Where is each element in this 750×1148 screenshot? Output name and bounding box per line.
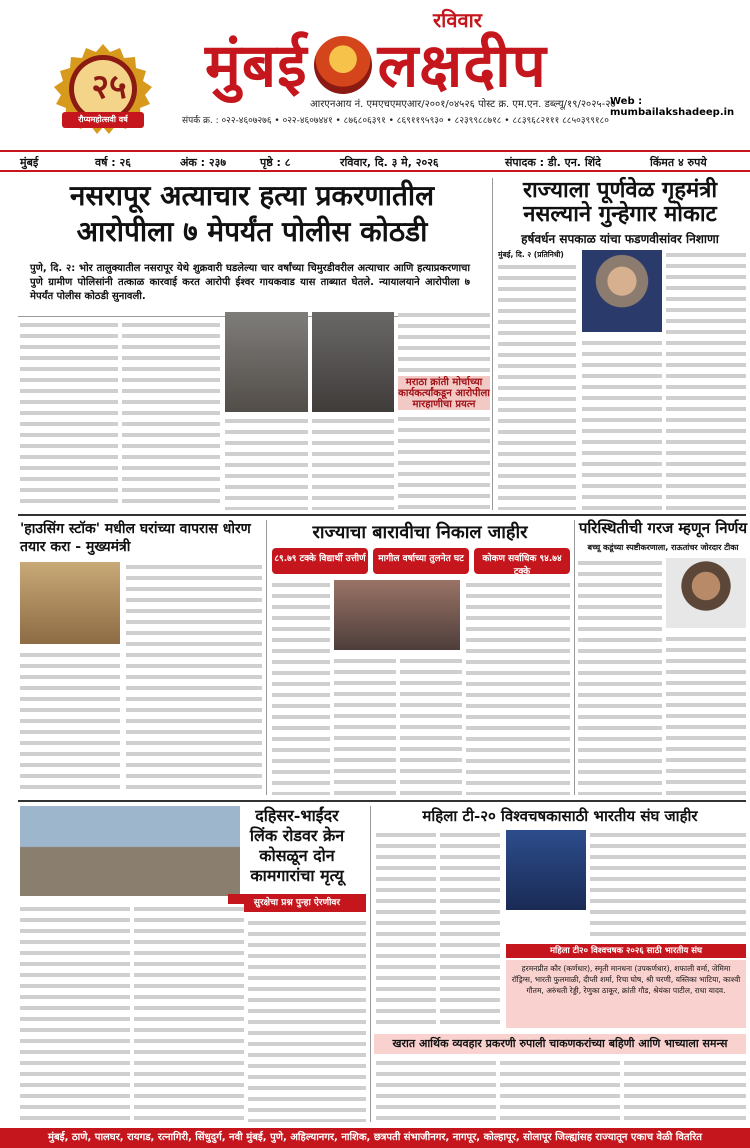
website-label: Web : mumbailakshadeep.in	[610, 96, 735, 118]
story5-subhead: बच्चू कडूंच्या स्पष्टीकरणाला, राऊतांचर जोरदार टीका	[587, 543, 739, 552]
team-box-title: महिला टी२० विश्वचषक २०२६ साठी भारतीय संघ	[506, 944, 746, 958]
story2-subhead: हर्षवर्धन सपकाळ यांचा फडणवीसांवर निशाणा	[521, 232, 719, 246]
story1-column-1	[20, 320, 118, 510]
story6-headline-line3: कोसळून दोन	[259, 846, 335, 865]
editor: संपादक : डी. एन. शिंदे	[505, 156, 601, 169]
story5-photo-portrait	[666, 558, 746, 628]
emblem-number: २५	[91, 67, 127, 107]
story1-inset-headline: मराठा क्रांती मोर्चाच्या कार्यकर्त्यांकडून आरोपीला मारहाणीचा प्रयत्न	[398, 377, 490, 410]
story5-column-2	[666, 634, 746, 795]
story6-photo-crane	[20, 806, 240, 896]
story2-column-2	[582, 338, 662, 510]
story4-column-4	[466, 580, 570, 795]
story7-photo-cricket	[506, 830, 586, 910]
story2-headline-line1: राज्याला पूर्णवेळ गृहमंत्री	[522, 177, 718, 203]
story1-column-4	[312, 416, 394, 510]
story4-column-1	[272, 580, 330, 795]
section-divider	[18, 514, 746, 516]
story3-headline: 'हाउसिंग स्टॉक' मधील घरांच्या वापरास धोरण तयार करा - मुख्यमंत्री	[20, 521, 251, 555]
masthead	[0, 0, 750, 152]
story6-tag: सुरक्षेचा प्रश्न पुन्हा ऐरणीवर	[228, 894, 366, 912]
story2-photo-politician	[582, 250, 662, 332]
city: मुंबई	[20, 156, 39, 169]
year: वर्ष : २६	[95, 156, 131, 169]
story7-column-1	[376, 830, 436, 1030]
story6-headline	[228, 806, 366, 886]
newspaper-title	[205, 22, 547, 104]
story1-headline-line2: आरोपीला ७ मेपर्यंत पोलीस कोठडी	[76, 215, 428, 248]
story1-column-3	[225, 416, 308, 510]
result-pill-konkan: कोकण सर्वाधिक ९४.७४ टक्के	[474, 548, 570, 574]
story6-headline-line4: कामगारांचा मृत्यू	[250, 866, 344, 885]
story4-column-3	[400, 656, 462, 795]
story5-column-1	[578, 558, 662, 795]
story3-column-2	[126, 562, 262, 795]
story6-column-1	[20, 904, 130, 1122]
story1-headline-line1: नसरापूर अत्याचार हत्या प्रकरणातील	[69, 179, 435, 212]
title-left: मुंबई	[205, 31, 308, 101]
story2-headline	[495, 178, 745, 226]
story7-column-3	[590, 830, 746, 940]
story2-dateline: मुंबई, दि. २ (प्रतिनिधी)	[498, 250, 564, 259]
story3-column-1	[20, 650, 120, 795]
story1-column-5	[398, 310, 490, 372]
story4-photo-students	[334, 580, 460, 650]
pages: पृष्ठे : ८	[260, 156, 291, 169]
story3-photo-meeting	[20, 562, 120, 644]
story6-column-2	[134, 904, 244, 1122]
result-pill-decline: मागील वर्षाच्या तुलनेत घट	[373, 548, 469, 574]
story1-headline	[18, 178, 486, 250]
story1-photo-protest	[312, 312, 394, 412]
price: किंमत ४ रुपये	[650, 156, 707, 169]
story4-column-2	[334, 656, 396, 795]
story5-headline: परिस्थितीची गरज म्हणून निर्णय	[578, 519, 748, 537]
story6-headline-line1: दहिसर-भाईंदर	[255, 806, 339, 825]
story2-column-1	[498, 262, 576, 510]
column-divider	[574, 520, 575, 795]
distribution-footer: मुंबई, ठाणे, पालघर, रायगड, रत्नागिरी, सिंधुदुर्ग, नवी मुंबई, पुणे, अहिल्यानगर, नाशिक, छत्रपती संभाजीनगर, नागपूर, कोल्हापूर, सोलापूर जिल्ह्यांसह राज्यातून एकाच वेळी वितरित	[0, 1128, 750, 1148]
story1-inset-text	[398, 414, 490, 510]
issue: अंक : २३७	[180, 156, 227, 169]
story8-headline: खरात आर्थिक व्यवहार प्रकरणी रुपाली चाकणकरांच्या बहिणी आणि भाच्याला समन्स	[374, 1034, 746, 1054]
team-box-text: हरमनप्रीत कौर (कर्णधार), स्मृती मानधना (उपकर्णधार), शफाली वर्मा, जेमिमा रॉड्रिग्स, भारती फुलमाळी, दीप्ती शर्मा, रिचा घोष, श्री चरणी, यस्तिका भाटिया, काश्वी गौतम, अरुंधती रेड्डी, रेणुका ठाकूर, क्रांती गौड, श्रेयंका पाटील, राधा यादव.	[506, 960, 746, 1028]
story6-column-3	[248, 918, 366, 1122]
section-divider	[18, 800, 746, 802]
day-tag: रविवार	[433, 8, 482, 32]
contact-numbers: संपर्क क्र. : ०२२-४६०७२७६ • ०२२-४६०७४४१ • ८७६८०६३९१ • ८६९११९५९३० • ८२३९९८८७१८ • ८८३९६८२१११ ८८५०३९९१८०	[182, 116, 609, 126]
story7-headline: महिला टी-२० विश्वचषकासाठी भारतीय संघ जाहीर	[422, 807, 698, 825]
story1-lead: पुणे, दि. २: भोर तालुक्यातील नसरापूर येथे शुक्रवारी घडलेल्या चार वर्षांच्या चिमुरडीवरील अत्याचार आणि हत्याप्रकरणाचा पुणे ग्रामीण पोलिसांनी तत्काळ कारवाई करत आरोपी ईश्वर गायकवाड यास ताब्यात घेतले. न्यायालयाने आरोपीला ७ मेपर्यंत पोलीस कोठडी सुनावली.	[30, 263, 470, 302]
story7-column-2	[440, 830, 500, 1030]
story1-photo-crowd	[225, 312, 308, 412]
story4-headline: राज्याचा बारावीचा निकाल जाहीर	[312, 522, 528, 543]
story2-headline-line2: नसल्याने गुन्हेगार मोकाट	[523, 201, 717, 227]
title-right: लक्षदीप	[377, 31, 547, 101]
story8-column-3	[624, 1058, 746, 1122]
date: रविवार, दि. ३ मे, २०२६	[340, 156, 439, 169]
column-divider	[492, 178, 493, 510]
emblem-text: रौप्यमहोत्सवी वर्ष	[78, 115, 128, 124]
goddess-emblem-icon	[314, 36, 372, 94]
column-divider	[266, 520, 267, 795]
story6-headline-line2: लिंक रोडवर क्रेन	[249, 826, 345, 845]
story8-column-1	[376, 1058, 496, 1122]
story1-column-2	[122, 320, 220, 510]
issue-info-bar	[0, 150, 750, 172]
column-divider	[370, 806, 371, 1122]
story8-column-2	[500, 1058, 620, 1122]
story2-column-3	[666, 250, 746, 510]
registration-line: आरएनआय नं. एमएचएमएआर/२००१/०४५२६ पोस्ट क्र. एम.एन. डब्ल्यू/१९/२०२५-२७	[310, 99, 616, 110]
result-pill-pass-rate: ८९.७९ टक्के विद्यार्थी उत्तीर्ण	[272, 548, 368, 574]
